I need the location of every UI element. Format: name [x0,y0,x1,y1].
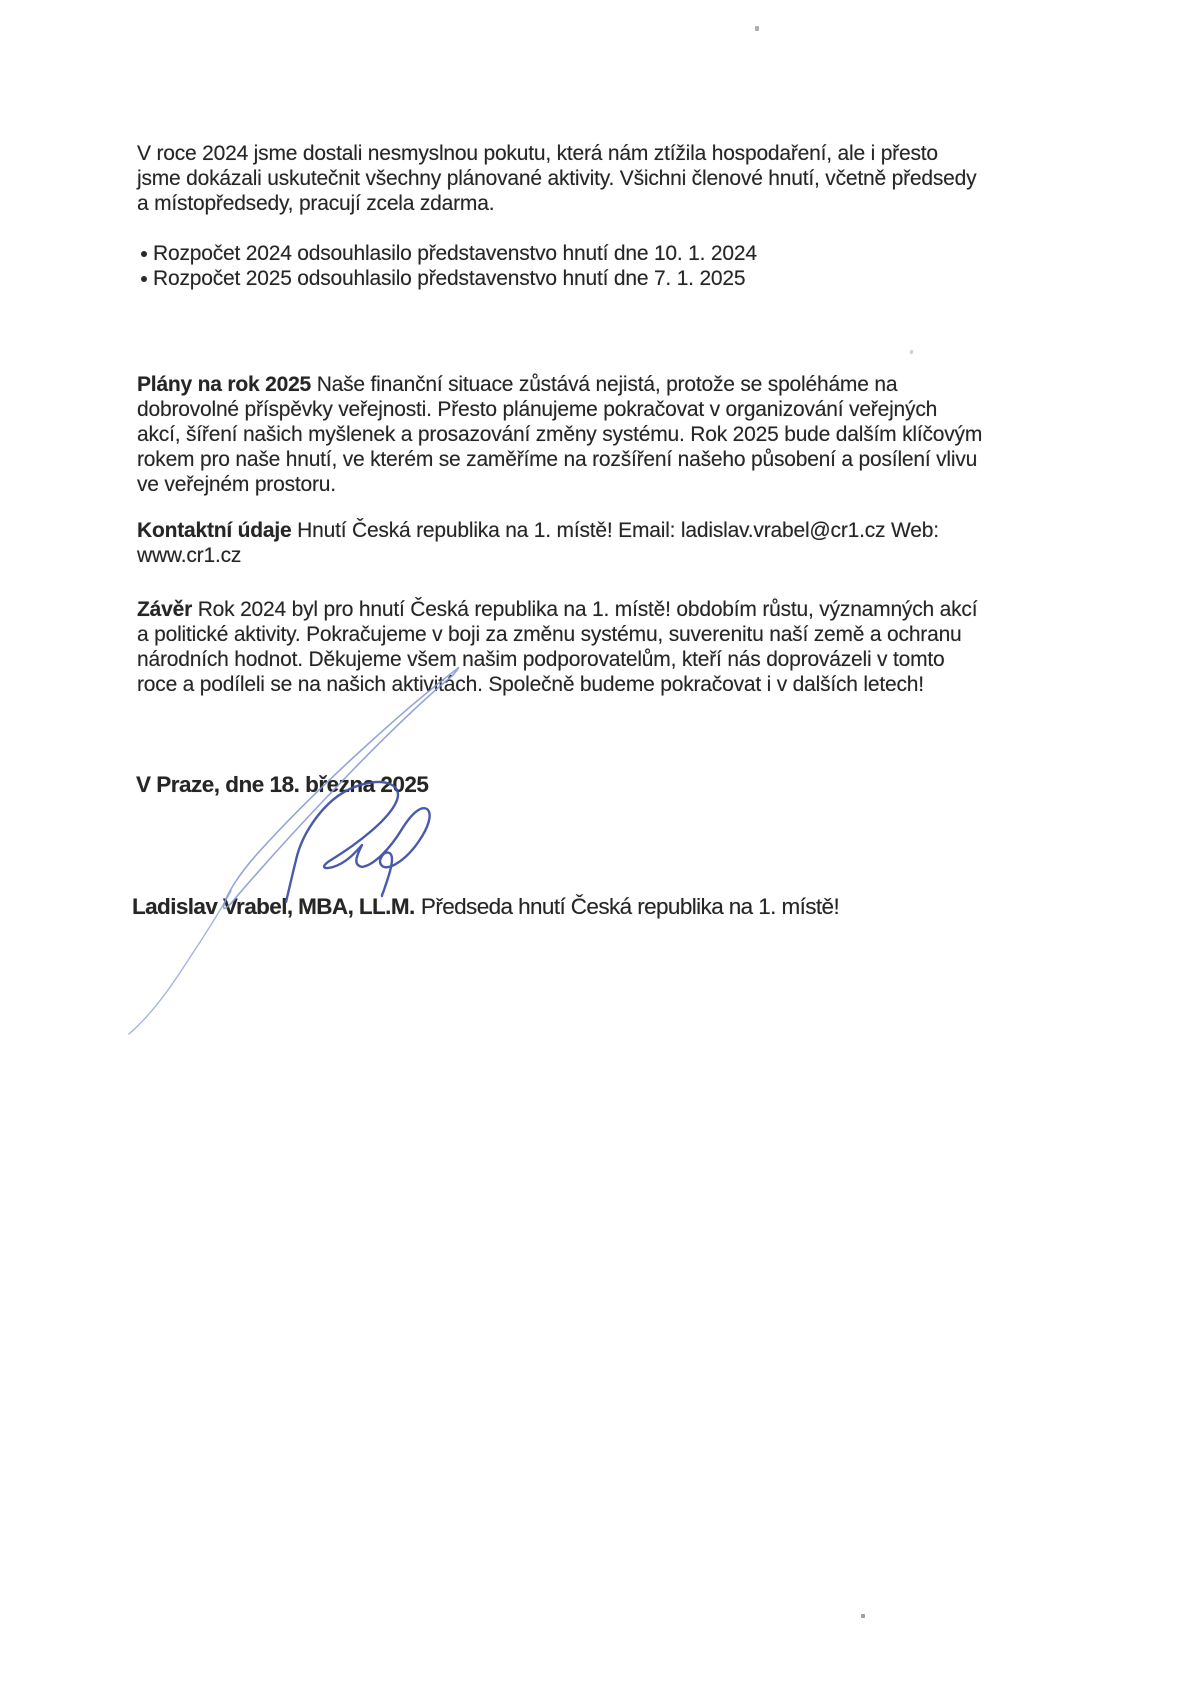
paragraph-text: národních hodnot. Děkujeme všem našim podporovatelům, kteří nás doprovázeli v tomto [137,648,945,671]
paragraph-text: Naše finanční situace zůstává nejistá, protože se spoléháme na [316,373,898,396]
bullet-item [141,241,757,266]
text-line [137,447,982,472]
signatory-name: Ladislav Vrabel, MBA, LL.M. [132,894,415,919]
conclusion-paragraph [137,597,977,697]
text-line [137,397,982,422]
text-line [137,622,977,647]
text-line [137,472,982,497]
contact-paragraph [137,518,939,568]
text-line [137,543,939,568]
paragraph-lead-bold: Závěr [137,598,193,621]
paragraph-text: akcí, šíření našich myšlenek a prosazování změny systému. Rok 2025 bude dalším klíčovým [137,423,983,446]
paragraph-text: rokem pro naše hnutí, ve kterém se zaměříme na rozšíření našeho působení a posílení vlivu [137,448,978,471]
text-line [137,647,977,672]
scan-artifact-speck [861,1614,865,1618]
bullet-item [141,266,757,291]
paragraph-text: Rok 2024 byl pro hnutí Česká republika na 1. místě! obdobím růstu, významných akcí [197,598,978,621]
text-line [137,372,982,397]
text-line [137,166,976,191]
bullet-icon [141,251,147,257]
paragraph-lead-bold: Kontaktní údaje [137,519,292,542]
plans-paragraph [137,372,982,497]
text-line [137,597,977,622]
paragraph-lead-bold: Plány na rok 2025 [137,373,312,396]
scan-artifact-speck [909,350,913,355]
date-place-line: V Praze, dne 18. března 2025 [136,772,429,797]
bullet-text: Rozpočet 2025 odsouhlasilo představenstvo hnutí dne 7. 1. 2025 [153,267,746,290]
text-line [137,422,982,447]
text-line [137,518,939,543]
paragraph-text: a politické aktivity. Pokračujeme v boji za změnu systému, suverenitu naší země a ochranu [137,623,962,646]
bullet-icon [141,276,147,282]
text-line [137,672,977,697]
paragraph-text: V roce 2024 jsme dostali nesmyslnou pokutu, která nám ztížila hospodaření, ale i přesto [137,142,938,165]
paragraph-text: ve veřejném prostoru. [137,473,336,496]
text-line [137,191,976,216]
bullet-text: Rozpočet 2024 odsouhlasilo představenstvo hnutí dne 10. 1. 2024 [153,242,757,265]
paragraph-text: jsme dokázali uskutečnit všechny plánované aktivity. Všichni členové hnutí, včetně předsedy [137,167,977,190]
intro-paragraph [137,141,976,216]
signature-cursive-stroke [286,782,430,902]
paragraph-text: dobrovolné příspěvky veřejnosti. Přesto plánujeme pokračovat v organizování veřejných [137,398,938,421]
paragraph-text: roce a podíleli se na našich aktivitách. Společně budeme pokračovat i v dalších letech! [137,673,924,696]
scan-artifact-speck [755,26,759,31]
paragraph-text: Hnutí Česká republika na 1. místě! Email: ladislav.vrabel@cr1.cz Web: [297,519,939,542]
signatory-line [132,893,839,921]
budget-bullet-list [141,241,757,291]
text-line [137,141,976,166]
signatory-role: Předseda hnutí Česká republika na 1. místě! [420,894,840,919]
paragraph-text: a místopředsedy, pracují zcela zdarma. [137,192,495,215]
paragraph-text: www.cr1.cz [137,544,242,567]
